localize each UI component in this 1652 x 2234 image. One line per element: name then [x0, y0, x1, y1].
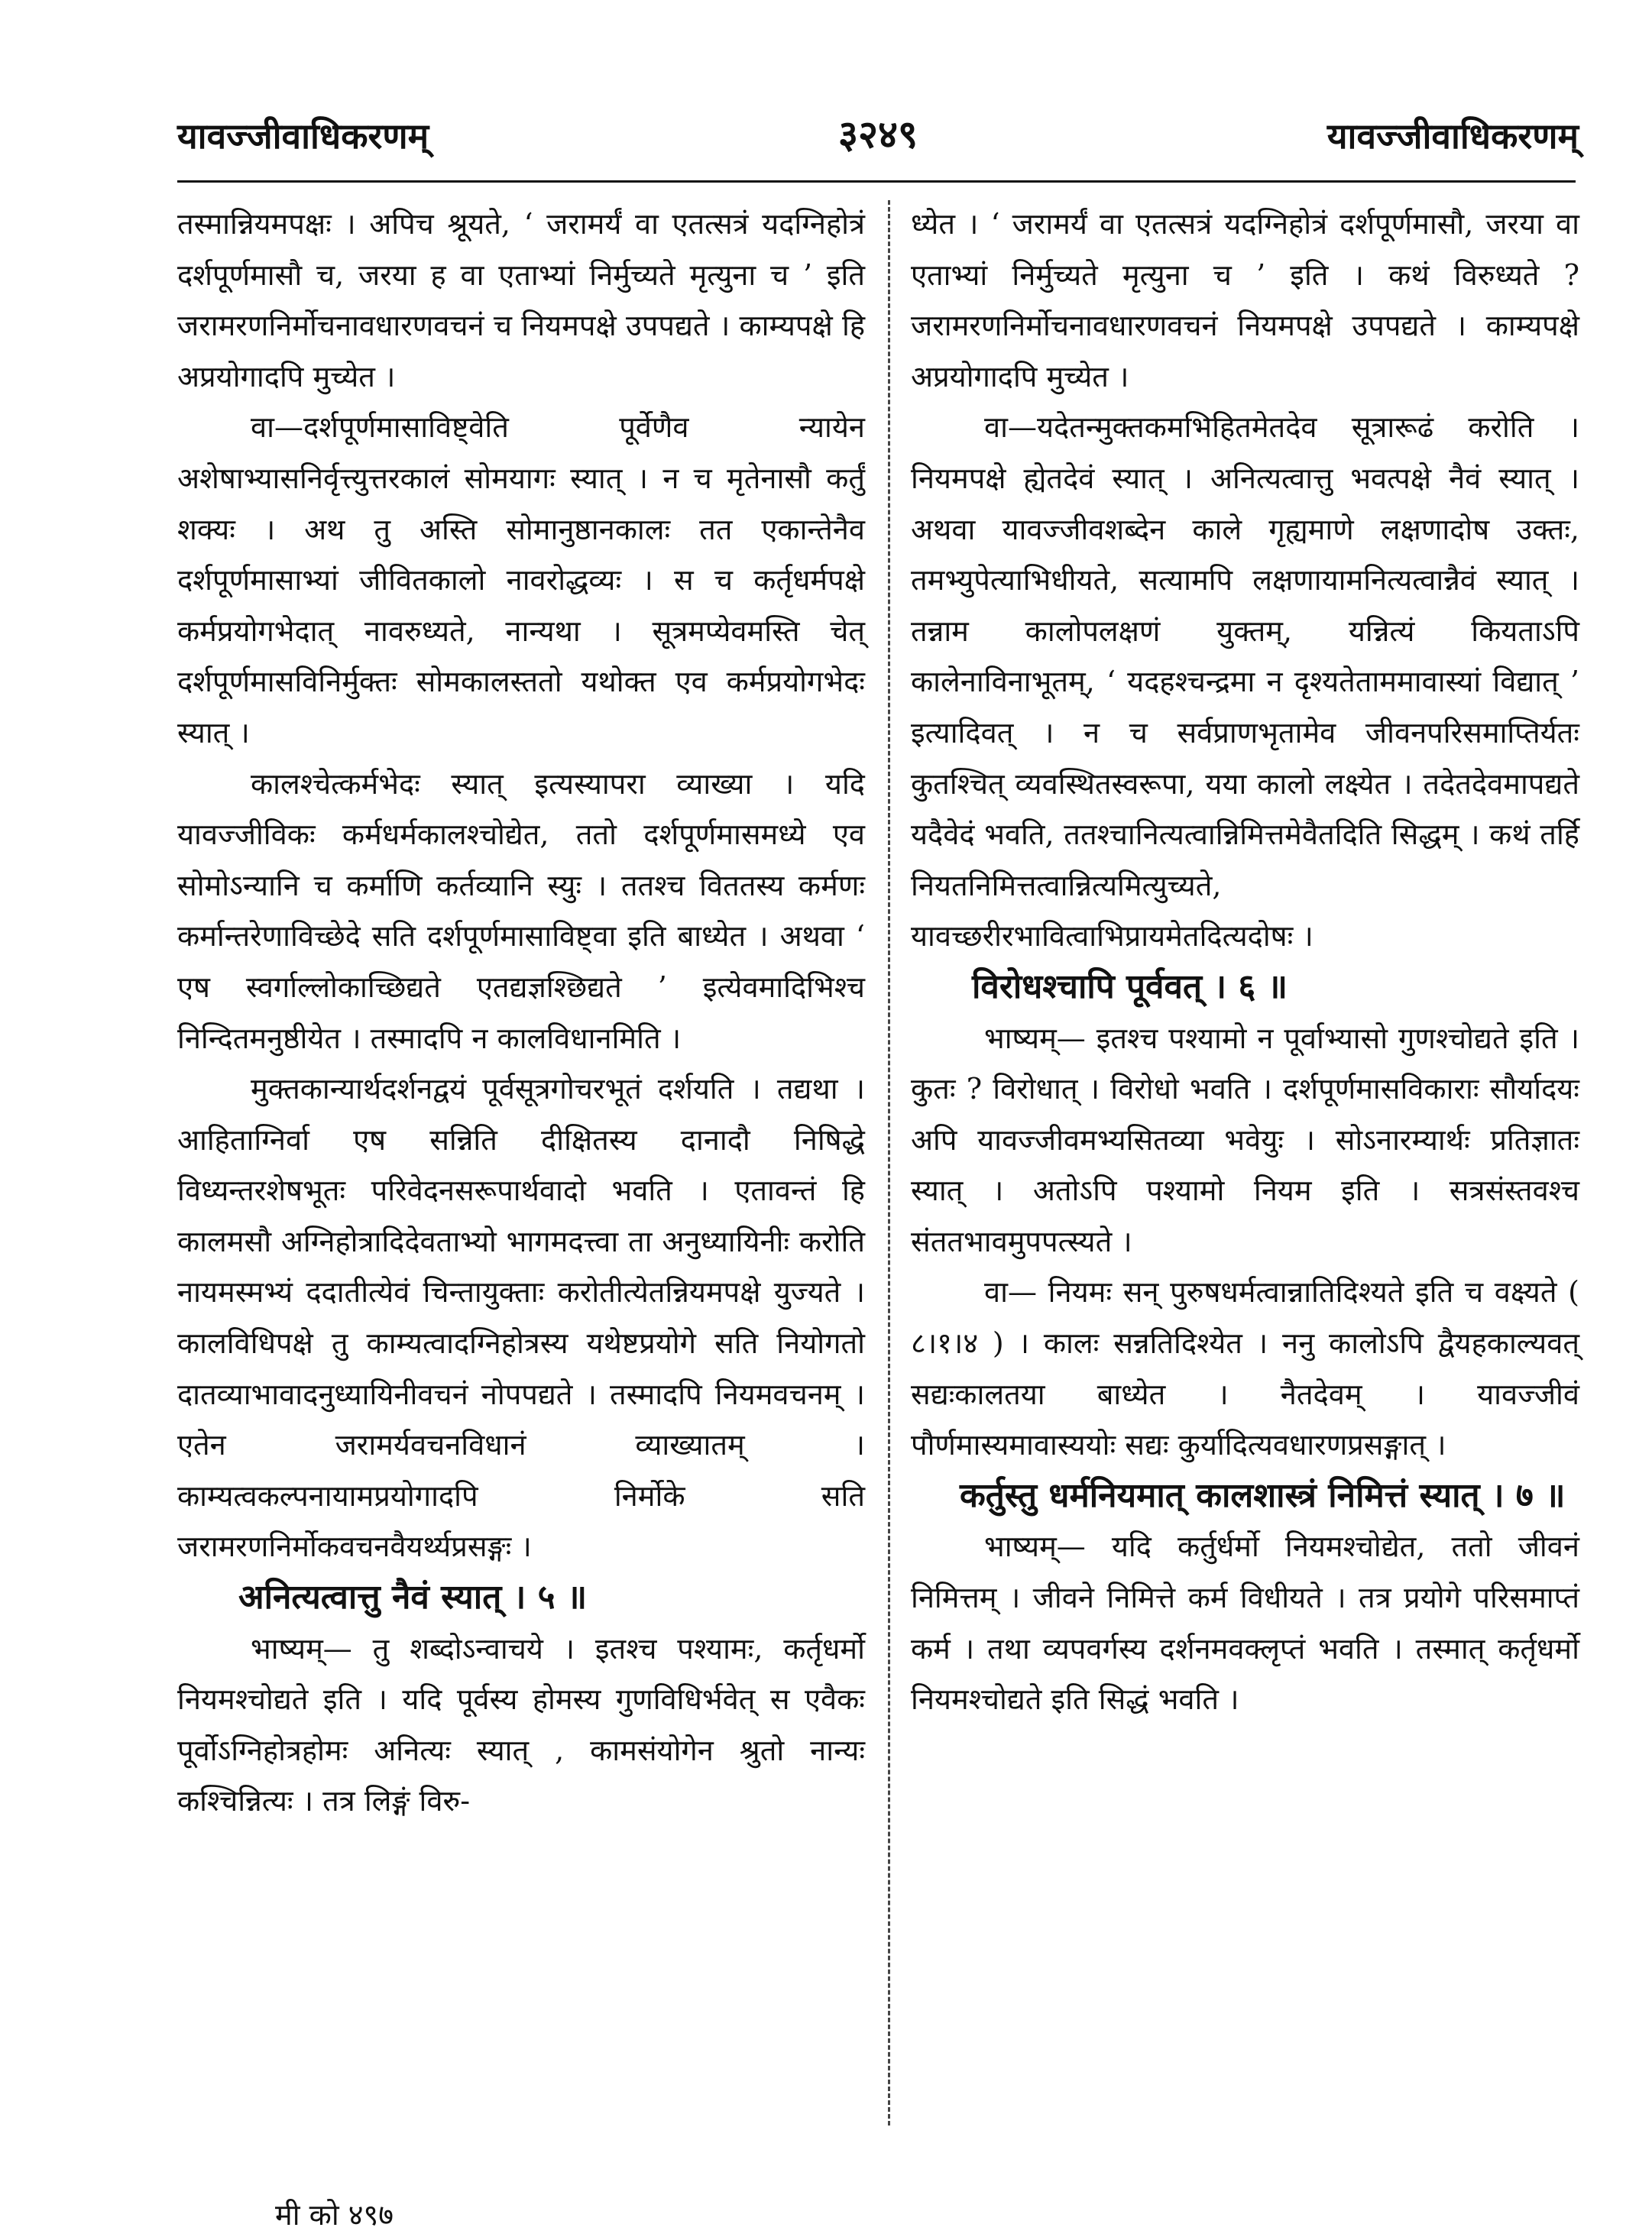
paragraph: भाष्यम्— तु शब्दोऽन्वाचये । इतश्च पश्यामः, कर्तृधर्मो नियमश्चोद्यते इति । यदि पूर्वस्य होमस्य गुणविधिर्भवेत् स एवैकः पूर्वोऽग्निहोत्रहोमः अनित्यः स्यात् , कामसंयोगेन श्रुतो नान्यः कश्चिन्नित्यः । तत्र लिङ्गं विरु-: [177, 1631, 865, 1818]
paragraph: वा— नियमः सन् पुरुषधर्मत्वान्नातिदिश्यते इति च वक्ष्यते ( ८।१।४ ) । कालः सन्नतिदिश्येत । ननु कालोऽपि द्वैयहकाल्यवत् सद्यःकालतया बाध्येत । नैतदेवम् । यावज्जीवं पौर्णमास्यमावास्ययोः सद्यः कुर्यादित्यवधारणप्रसङ्गात् ।: [911, 1275, 1579, 1462]
right-column: [911, 199, 1579, 1725]
column-divider: [888, 200, 890, 2126]
paragraph: वा—यदेतन्मुक्तकमभिहितमेतदेव सूत्रारूढं करोति । नियमपक्षे ह्येतदेवं स्यात् । अनित्यत्वात्तु भवत्पक्षे नैवं स्यात् । अथवा यावज्जीवशब्देन काले गृह्यमाणे लक्षणादोष उक्तः, तमभ्युपेत्याभिधीयते, सत्यामपि लक्षणायामनित्यत्वान्नैवं स्यात् । तन्नाम कालोपलक्षणं युक्तम्, यन्नित्यं कियताऽपि कालेनाविनाभूतम्, ‘ यदहश्चन्द्रमा न दृश्यतेताममावास्यां विद्यात् ’ इत्यादिवत् । न च सर्वप्राणभृतामेव जीवनपरिसमाप्तिर्यतः कुतश्चित् व्यवस्थितस्वरूपा, यया कालो लक्ष्येत । तदेतदेवमापद्यते यदैवेदं भवति, ततश्चानित्यत्वान्निमित्तमेवैतदिति सिद्धम् । कथं तर्हि नियतनिमित्तत्वान्नित्यमित्युच्यते, यावच्छरीरभावित्वाभिप्रायमेतदित्यदोषः ।: [911, 410, 1579, 953]
signature-mark: मी को ४९७: [275, 2198, 394, 2232]
sutra-heading: अनित्यत्वात्तु नैवं स्यात् । ५ ॥: [238, 1578, 588, 1617]
header-left-title: यावज्जीवाधिकरणम्: [177, 115, 429, 157]
header-right-title: यावज्जीवाधिकरणम्: [1326, 115, 1579, 157]
header-rule: [177, 180, 1576, 183]
page-number: ३२४९: [838, 112, 918, 157]
paragraph: कालश्चेत्कर्मभेदः स्यात् इत्यस्यापरा व्याख्या । यदि यावज्जीविकः कर्मधर्मकालश्चोद्येत, ततो दर्शपूर्णमासमध्ये एव सोमोऽन्यानि च कर्माणि कर्तव्यानि स्युः । ततश्च विततस्य कर्मणः कर्मान्तरेणाविच्छेदे सति दर्शपूर्णमासाविष्ट्वा इति बाध्येत । अथवा ‘ एष स्वर्गाल्लोकाच्छिद्यते एतद्यज्ञश्छिद्यते ’ इत्येवमादिभिश्च निन्दितमनुष्ठीयेत । तस्मादपि न कालविधानमिति ।: [177, 766, 865, 1055]
running-header: [177, 107, 1579, 168]
paragraph: भाष्यम्— इतश्च पश्यामो न पूर्वाभ्यासो गुणश्चोद्यते इति । कुतः ? विरोधात् । विरोधो भवति । दर्शपूर्णमासविकाराः सौर्यादयः अपि यावज्जीवमभ्यसितव्या भवेयुः । सोऽनारम्यार्थः प्रतिज्ञातः स्यात् । अतोऽपि पश्यामो नियम इति । सत्रसंस्तवश्च संततभावमुपपत्स्यते ।: [911, 1021, 1579, 1258]
sutra-heading: विरोधश्चापि पूर्ववत् । ६ ॥: [972, 966, 1288, 1006]
paragraph: वा—दर्शपूर्णमासाविष्ट्वेति पूर्वेणैव न्यायेन अशेषाभ्यासनिर्वृत्त्युत्तरकालं सोमयागः स्यात् । न च मृतेनासौ कर्तुं शक्यः । अथ तु अस्ति सोमानुष्ठानकालः तत एकान्तेनैव दर्शपूर्णमासाभ्यां जीवितकालो नावरोद्धव्यः । स च कर्तृधर्मपक्षे कर्मप्रयोगभेदात् नावरुध्यते, नान्यथा । सूत्रमप्येवमस्ति चेत् दर्शपूर्णमासविनिर्मुक्तः सोमकालस्ततो यथोक्त एव कर्मप्रयोगभेदः स्यात् ।: [177, 410, 865, 750]
paragraph: तस्मान्नियमपक्षः । अपिच श्रूयते, ‘ जरामर्यं वा एतत्सत्रं यदग्निहोत्रं दर्शपूर्णमासौ च, जरया ह वा एताभ्यां निर्मुच्यते मृत्युना च ’ इति जरामरणनिर्मोचनावधारणवचनं च नियमपक्षे उपपद्यते । काम्यपक्षे हि अप्रयोगादपि मुच्येत ।: [177, 207, 865, 393]
sutra-heading: कर्तुस्तु धर्मनियमात् कालशास्त्रं निमित्तं स्यात् । ७ ॥: [960, 1475, 1566, 1515]
paragraph: ध्येत । ‘ जरामर्यं वा एतत्सत्रं यदग्निहोत्रं दर्शपूर्णमासौ, जरया वा एताभ्यां निर्मुच्यते मृत्युना च ’ इति । कथं विरुध्यते ? जरामरणनिर्मोचनावधारणवचनं नियमपक्षे उपपद्यते । काम्यपक्षे अप्रयोगादपि मुच्येत ।: [911, 207, 1579, 393]
paragraph: भाष्यम्— यदि कर्तुर्धर्मो नियमश्चोद्येत, ततो जीवनं निमित्तम् । जीवने निमित्ते कर्म विधीयते । तत्र प्रयोगे परिसमाप्तं कर्म । तथा व्यपवर्गस्य दर्शनमवक्लृप्तं भवति । तस्मात् कर्तृधर्मो नियमश्चोद्यते इति सिद्धं भवति ।: [911, 1530, 1579, 1717]
paragraph: मुक्तकान्यार्थदर्शनद्वयं पूर्वसूत्रगोचरभूतं दर्शयति । तद्यथा । आहिताग्निर्वा एष सन्निति दीक्षितस्य दानादौ निषिद्धे विध्यन्तरशेषभूतः परिवेदनसरूपार्थवादो भवति । एतावन्तं हि कालमसौ अग्निहोत्रादिदेवताभ्यो भागमदत्त्वा ता अनुध्यायिनीः करोति नायमस्मभ्यं ददातीत्येवं चिन्तायुक्ताः करोतीत्येतन्नियमपक्षे युज्यते । कालविधिपक्षे तु काम्यत्वादग्निहोत्रस्य यथेष्टप्रयोगे सति नियोगतो दातव्याभावादनुध्यायिनीवचनं नोपपद्यते । तस्मादपि नियमवचनम् । एतेन जरामर्यवचनविधानं व्याख्यातम् । काम्यत्वकल्पनायामप्रयोगादपि निर्मोके सति जरामरणनिर्मोकवचनवैयर्थ्यप्रसङ्गः ।: [177, 1072, 865, 1564]
left-column: [177, 199, 865, 1827]
